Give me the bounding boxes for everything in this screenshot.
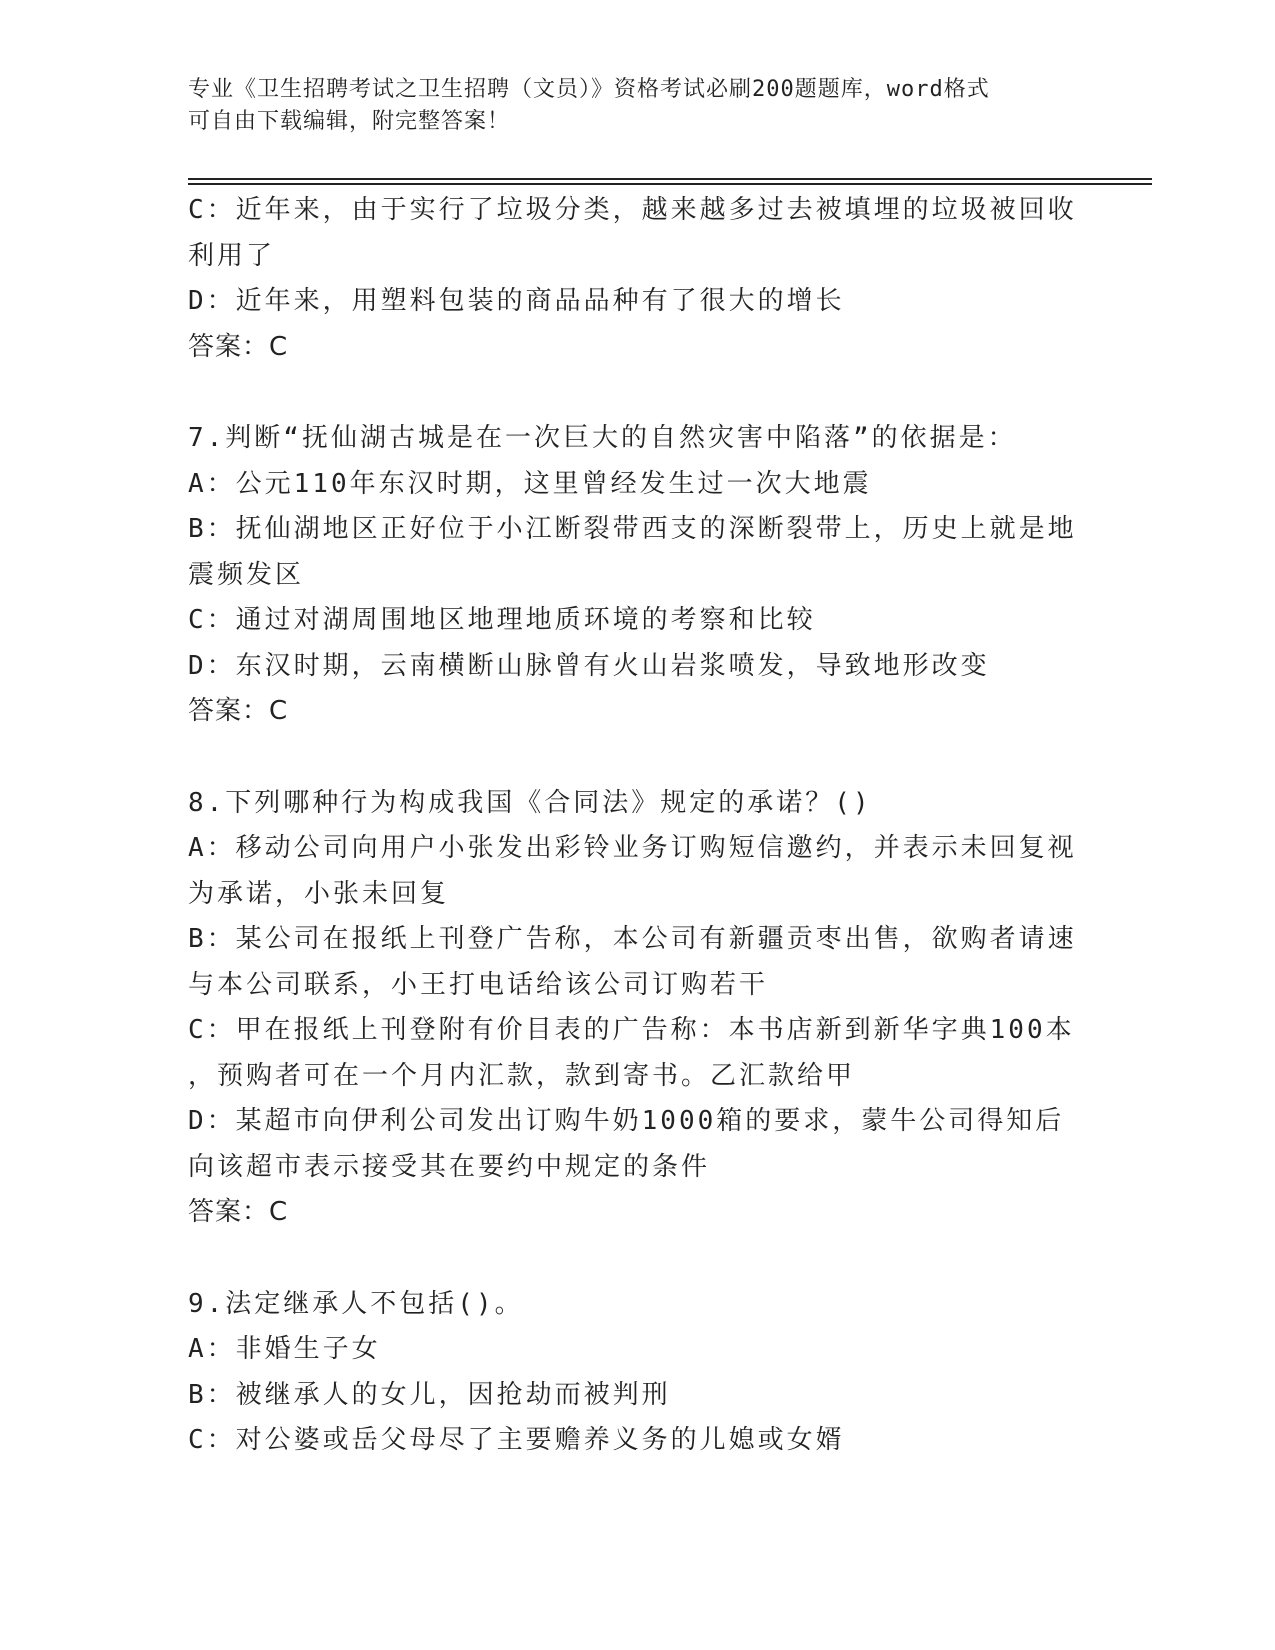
answer: 答案：C [188,696,289,726]
header-line-1: 专业《卫生招聘考试之卫生招聘（文员）》资格考试必刷200题题库，word格式 [188,77,990,102]
question-stem: 9.法定继承人不包括()。 [188,1288,524,1319]
question-9 [188,1282,1088,1464]
option-c-line-1: C：近年来，由于实行了垃圾分类，越来越多过去被填埋的垃圾被回收 [188,195,1077,225]
option-a: A：非婚生子女 [188,1334,381,1364]
option-a-line-1: A：移动公司向用户小张发出彩铃业务订购短信邀约，并表示未回复视 [188,833,1077,863]
option-c-line-1: C：甲在报纸上刊登附有价目表的广告称：本书店新到新华字典100本 [188,1015,1075,1045]
answer: 答案：C [188,331,289,362]
option-d-line-1: D：某超市向伊利公司发出订购牛奶1000箱的要求，蒙牛公司得知后 [188,1106,1065,1136]
option-c-line-2: ，预购者可在一个月内汇款，款到寄书。乙汇款给甲 [188,1060,856,1091]
option-a: A：公元110年东汉时期，这里曾经发生过一次大地震 [188,468,872,499]
option-b-line-1: B：抚仙湖地区正好位于小江断裂带西支的深断裂带上，历史上就是地 [188,514,1077,544]
option-c: C：通过对湖周围地区地理地质环境的考察和比较 [188,605,816,635]
question-list [188,188,1088,1464]
spacer [188,735,1088,781]
spacer [188,370,1088,416]
option-b-line-1: B：某公司在报纸上刊登广告称，本公司有新疆贡枣出售，欲购者请速 [188,924,1077,954]
spacer [188,1236,1088,1282]
option-c-line-2: 利用了 [188,240,276,271]
option-d: D：近年来，用塑料包装的商品品种有了很大的增长 [188,286,845,316]
answer: 答案：C [188,1197,289,1227]
question-7 [188,416,1088,735]
question-6-continuation [188,188,1088,370]
option-d-line-2: 向该超市表示接受其在要约中规定的条件 [188,1151,711,1182]
option-b-line-2: 震频发区 [188,559,305,590]
option-c: C：对公婆或岳父母尽了主要赡养义务的儿媳或女婿 [188,1425,845,1455]
header-divider-top [188,178,1152,180]
document-header [188,74,1088,138]
question-stem: 7.判断“抚仙湖古城是在一次巨大的自然灾害中陷落”的依据是： [188,423,1017,453]
option-b-line-2: 与本公司联系，小王打电话给该公司订购若干 [188,969,769,1000]
header-divider-bottom [188,183,1152,185]
question-stem: 8.下列哪种行为构成我国《合同法》规定的承诺？() [188,787,872,818]
option-a-line-2: 为承诺，小张未回复 [188,878,450,909]
option-d: D：东汉时期，云南横断山脉曾有火山岩浆喷发，导致地形改变 [188,650,990,681]
question-8 [188,781,1088,1236]
header-line-2: 可自由下载编辑，附完整答案！ [188,109,511,134]
option-b: B：被继承人的女儿，因抢劫而被判刑 [188,1379,671,1410]
